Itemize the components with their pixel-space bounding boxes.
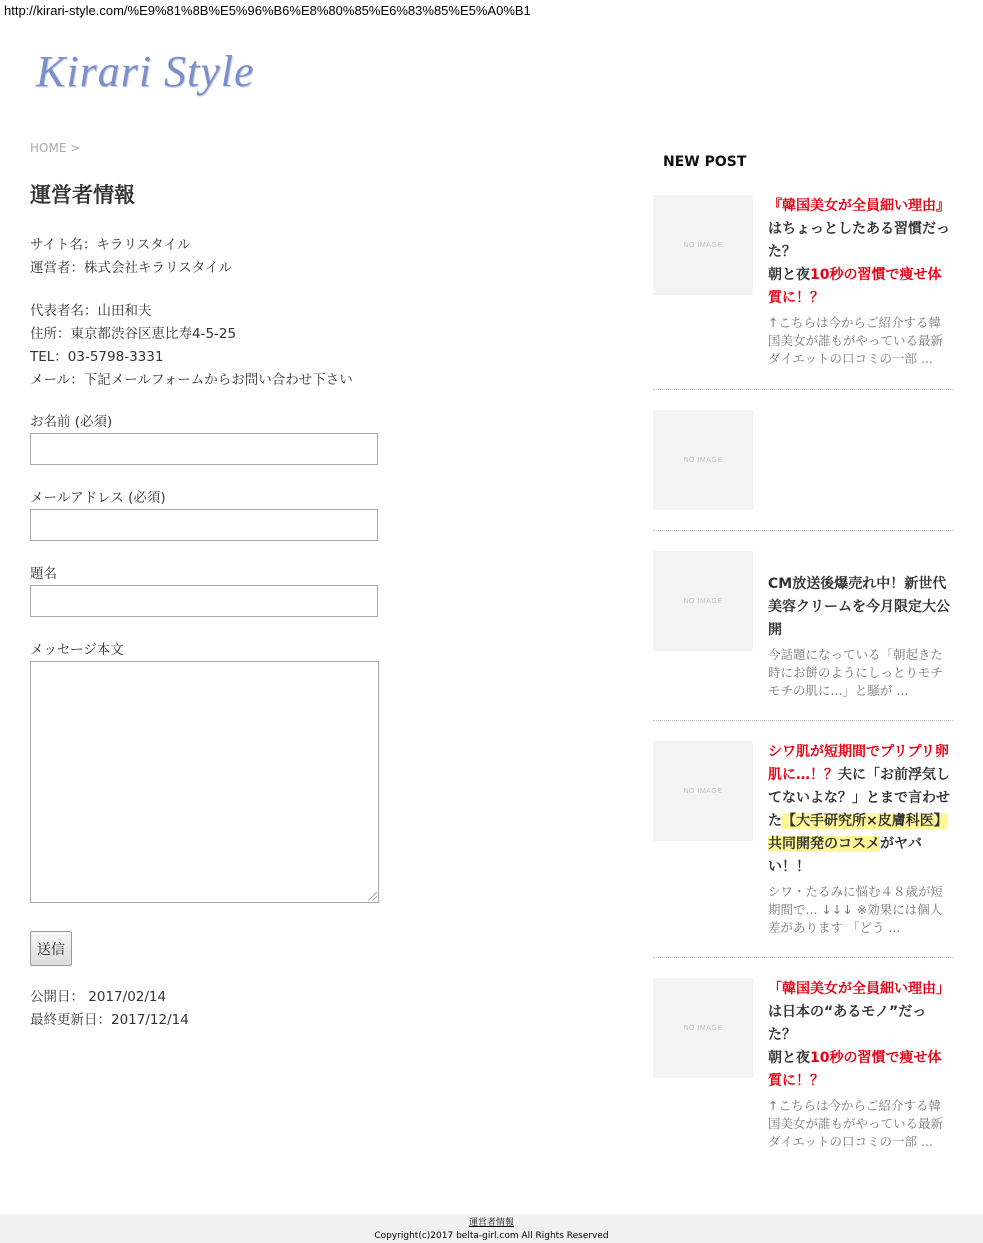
representative-text: 代表者名：山田和夫	[30, 303, 152, 319]
main-content	[30, 178, 390, 1032]
address-text: 住所：東京都渋谷区恵比寿4-5-25	[30, 326, 237, 342]
post-excerpt: 今話題になっている「朝起きた時にお餅のようにしっとりモチモチの肌に...」と騒が ...	[768, 647, 944, 698]
message-label: メッセージ本文	[30, 642, 124, 658]
post-title-segment[interactable]: シワ肌が短期間でプリプリ卵肌に…！？	[768, 744, 949, 783]
site-logo[interactable]: Kirari Style	[36, 47, 255, 96]
page-title: 運営者情報	[30, 183, 135, 207]
post-dates	[30, 986, 390, 1032]
copyright-text: Copyright(c)2017 belta-girl.com All Rights Reserved	[374, 1231, 609, 1241]
sidebar-title: NEW POST	[663, 154, 747, 170]
post-title-segment[interactable]: 朝と夜	[768, 267, 810, 283]
post-title-segment[interactable]: 「韓国美女が全員細い理由」	[768, 981, 950, 997]
post-title-segment[interactable]: 10秒の習慣で痩せ体質に！？	[768, 1050, 942, 1089]
post-thumbnail[interactable]: NO IMAGE	[653, 195, 753, 295]
message-textarea[interactable]	[30, 661, 379, 903]
post-title-segment[interactable]: 10秒の習慣で痩せ体質に！？	[768, 267, 942, 306]
post-thumbnail[interactable]: NO IMAGE	[653, 410, 753, 510]
post-title-segment[interactable]: 朝と夜	[768, 1050, 810, 1066]
operator-text: 運営者：株式会社キラリスタイル	[30, 260, 232, 276]
post-title-segment[interactable]: は日本の“あるモノ”だった？	[768, 1004, 927, 1043]
post-item[interactable]	[653, 410, 953, 531]
post-thumbnail[interactable]: NO IMAGE	[653, 978, 753, 1078]
post-title[interactable]	[768, 741, 953, 879]
breadcrumb-home[interactable]: HOME >	[30, 141, 81, 155]
published-date: 公開日： 2017/02/14	[30, 989, 167, 1005]
mail-text: メール：下記メールフォームからお問い合わせ下さい	[30, 372, 353, 388]
contact-form	[30, 412, 390, 966]
subject-input[interactable]	[30, 585, 378, 617]
post-title[interactable]	[768, 573, 953, 642]
post-title[interactable]	[768, 978, 953, 1093]
subject-label: 題名	[30, 566, 57, 582]
post-title-segment[interactable]: CM放送後爆売れ中！新世代美容クリームを今月限定大公開	[768, 576, 950, 638]
post-excerpt: ↑こちらは今からご紹介する韓国美女が誰もがやっている最新ダイエットの口コミの一部 ...	[768, 1098, 944, 1149]
post-excerpt: ↑こちらは今からご紹介する韓国美女が誰もがやっている最新ダイエットの口コミの一部 ...	[768, 315, 944, 366]
browser-url: http://kirari-style.com/%E9%81%8B%E5%96%B6%E8%80%85%E6%83%85%E5%A0%B1	[4, 3, 531, 18]
post-title-segment[interactable]: 『韓国美女が全員細い理由』	[768, 198, 950, 214]
post-thumbnail[interactable]: NO IMAGE	[653, 741, 753, 841]
post-title-segment[interactable]: がヤバい！！	[768, 836, 922, 875]
site-name-text: サイト名：キラリスタイル	[30, 237, 191, 253]
post-title-segment[interactable]: 夫に「お前浮気してないよな？」とまで言わせた	[768, 767, 950, 829]
resize-grip-icon[interactable]	[368, 892, 377, 901]
tel-text: TEL：03-5798-3331	[30, 349, 164, 365]
post-thumbnail[interactable]: NO IMAGE	[653, 551, 753, 651]
operator-info	[30, 234, 390, 392]
footer-operator-link[interactable]: 運営者情報	[468, 1218, 514, 1228]
post-item[interactable]	[653, 195, 953, 390]
post-title-segment[interactable]: 【大手研究所×皮膚科医】共同開発のコスメ	[768, 813, 948, 852]
post-item[interactable]	[653, 978, 953, 1171]
post-item[interactable]	[653, 551, 953, 721]
name-input[interactable]	[30, 433, 378, 465]
email-input[interactable]	[30, 509, 378, 541]
name-label: お名前 (必須)	[30, 414, 113, 430]
email-label: メールアドレス (必須)	[30, 490, 166, 506]
post-excerpt: シワ・たるみに悩む４８歳が短期間で... ↓↓↓ ※効果には個人差があります 「どう ...	[768, 884, 944, 935]
updated-date: 最終更新日：2017/12/14	[30, 1012, 189, 1028]
post-title-segment[interactable]: はちょっとしたある習慣だった？	[768, 221, 950, 260]
footer	[0, 1214, 983, 1243]
submit-button[interactable]: 送信	[30, 931, 72, 966]
post-item[interactable]	[653, 741, 953, 958]
post-title[interactable]	[768, 195, 953, 310]
sidebar	[653, 148, 953, 1191]
